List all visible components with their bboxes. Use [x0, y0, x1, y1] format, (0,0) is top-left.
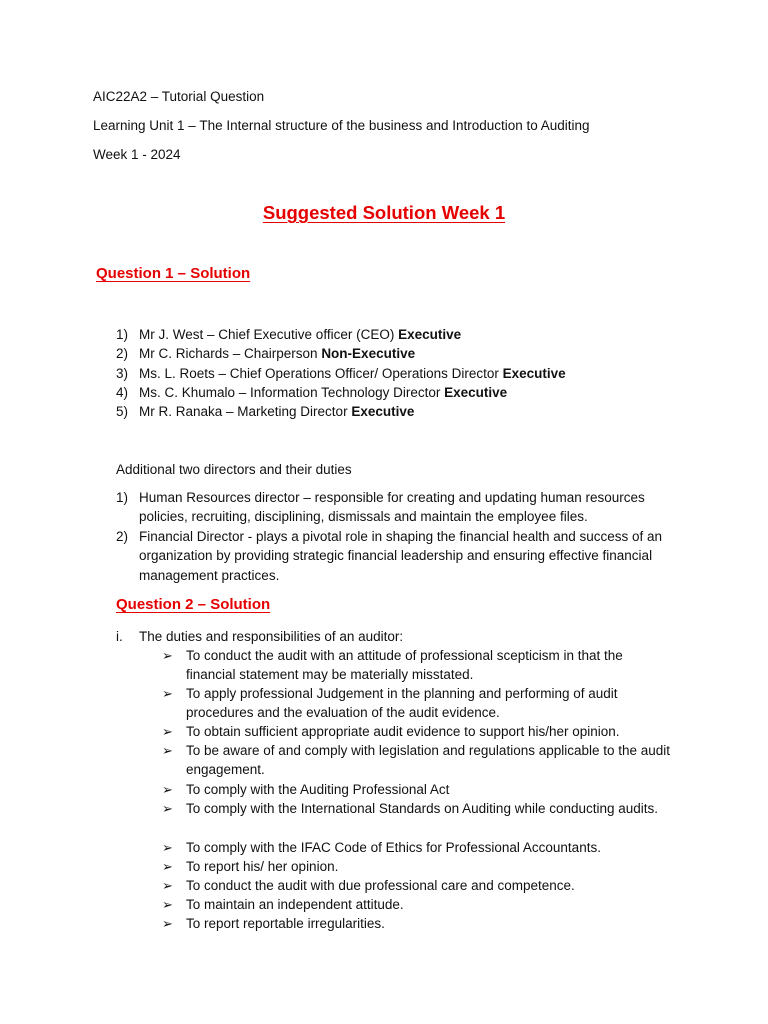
arrow-bullet-icon: ➢	[162, 724, 173, 739]
roman-numeral: i.	[116, 629, 123, 644]
list-number: 1)	[116, 327, 129, 342]
list-item: To maintain an independent attitude.	[186, 897, 404, 912]
list-number: 5)	[116, 404, 129, 419]
question-1-heading: Question 1 – Solution	[96, 265, 251, 282]
list-item: Ms. L. Roets – Chief Operations Officer/ Operations Director Executive	[139, 366, 566, 381]
list-item: To obtain sufficient appropriate audit evidence to support his/her opinion.	[186, 724, 620, 739]
list-item: To apply professional Judgement in the planning and performing of audit procedures and the evaluation of the audit evidence.	[186, 686, 618, 721]
list-number: 4)	[116, 385, 129, 400]
list-item: Human Resources director – responsible for creating and updating human resources policies, recruiting, disciplining, dismissals and maintain the employee files.	[139, 490, 645, 525]
arrow-bullet-icon: ➢	[162, 859, 173, 874]
list-item: To conduct the audit with due professional care and competence.	[186, 878, 575, 893]
learning-unit-line: Learning Unit 1 – The Internal structure of the business and Introduction to Auditing	[93, 118, 590, 133]
list-number: 2)	[116, 346, 129, 361]
list-item: Ms. C. Khumalo – Information Technology Director Executive	[139, 385, 508, 400]
list-item: To report his/ her opinion.	[186, 859, 339, 874]
additional-directors-intro: Additional two directors and their duties	[116, 462, 352, 477]
list-item: To report reportable irregularities.	[186, 916, 385, 931]
list-item: To comply with the Auditing Professional Act	[186, 782, 450, 797]
arrow-bullet-icon: ➢	[162, 686, 173, 701]
list-number: 1)	[116, 490, 129, 505]
list-item: Mr C. Richards – Chairperson Non-Executive	[139, 346, 416, 361]
list-number: 3)	[116, 366, 129, 381]
week-line: Week 1 - 2024	[93, 147, 181, 162]
course-code-line: AIC22A2 – Tutorial Question	[93, 89, 265, 104]
arrow-bullet-icon: ➢	[162, 801, 173, 816]
arrow-bullet-icon: ➢	[162, 840, 173, 855]
list-item: Mr R. Ranaka – Marketing Director Executive	[139, 404, 415, 419]
list-item: To be aware of and comply with legislation and regulations applicable to the audit engagement.	[186, 743, 671, 778]
list-item: To conduct the audit with an attitude of professional scepticism in that the financial statement may be materially misstated.	[186, 648, 623, 683]
arrow-bullet-icon: ➢	[162, 743, 173, 758]
auditor-duties-intro: The duties and responsibilities of an auditor:	[139, 629, 404, 644]
list-number: 2)	[116, 529, 129, 544]
question-2-heading: Question 2 – Solution	[116, 596, 271, 613]
arrow-bullet-icon: ➢	[162, 782, 173, 797]
list-item: To comply with the International Standards on Auditing while conducting audits.	[186, 801, 659, 816]
document-title: Suggested Solution Week 1	[262, 202, 506, 223]
arrow-bullet-icon: ➢	[162, 648, 173, 663]
list-item: Mr J. West – Chief Executive officer (CEO) Executive	[139, 327, 462, 342]
arrow-bullet-icon: ➢	[162, 916, 173, 931]
arrow-bullet-icon: ➢	[162, 897, 173, 912]
list-item: Financial Director - plays a pivotal role in shaping the financial health and success of an organization by providing strategic financial leadership and ensuring effective financial management practices.	[139, 529, 663, 583]
arrow-bullet-icon: ➢	[162, 878, 173, 893]
list-item: To comply with the IFAC Code of Ethics for Professional Accountants.	[186, 840, 601, 855]
